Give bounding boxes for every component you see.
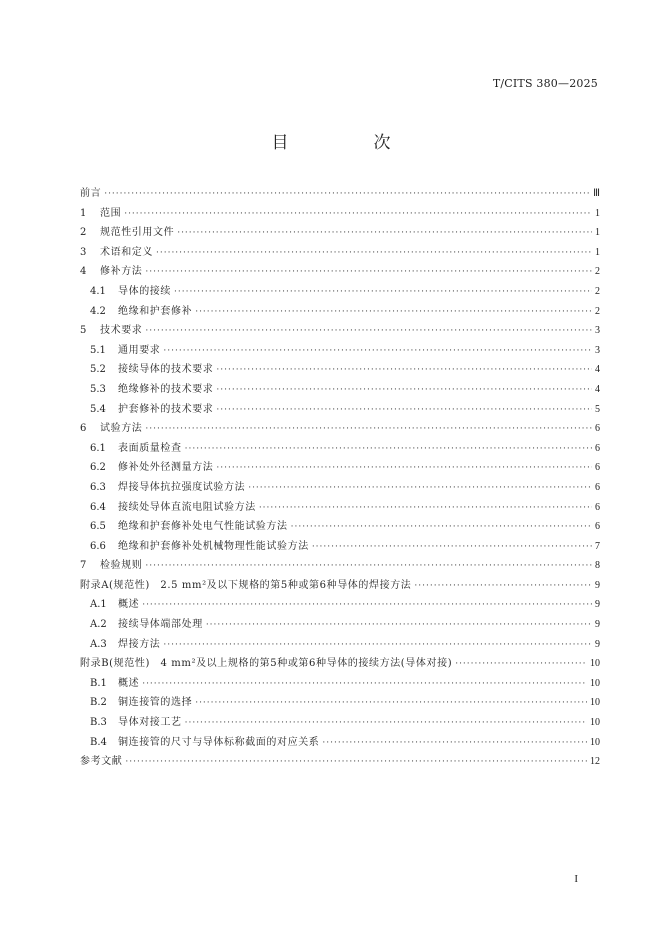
toc-leader-dots — [312, 538, 592, 558]
toc-entry[interactable] — [80, 419, 600, 439]
toc-entry-label: 接续导体的技术要求 — [118, 364, 214, 376]
toc-entry-label: 焊接导体抗拉强度试验方法 — [118, 481, 246, 493]
toc-entry-page: 10 — [590, 697, 600, 709]
toc-entry[interactable] — [80, 204, 600, 224]
toc-entry-label: 导体对接工艺 — [118, 717, 182, 729]
toc-entry-label: 焊接方法 — [118, 638, 161, 650]
toc-entry-page: 9 — [595, 579, 600, 591]
toc-entry-number: 4 — [80, 266, 87, 278]
toc-entry-label: 修补处外径测量方法 — [118, 462, 214, 474]
toc-leader-dots — [248, 479, 592, 499]
toc-leader-dots — [216, 401, 592, 421]
toc-leader-dots — [163, 636, 592, 656]
toc-entry-number: B.1 — [90, 677, 107, 689]
toc-entry-page: 6 — [595, 501, 600, 513]
toc-entry-page: 6 — [595, 462, 600, 474]
toc-entry[interactable] — [80, 243, 600, 263]
toc-leader-dots — [163, 342, 592, 362]
toc-entry[interactable] — [80, 400, 600, 420]
toc-entry-number: 7 — [80, 560, 87, 572]
toc-entry[interactable] — [80, 458, 600, 478]
toc-leader-dots — [156, 244, 592, 264]
toc-entry[interactable] — [80, 615, 600, 635]
toc-entry-number: A.1 — [90, 599, 107, 611]
toc-entry-number: B.3 — [90, 717, 107, 729]
toc-entry-page: 6 — [595, 481, 600, 493]
toc-leader-dots — [206, 616, 592, 636]
toc-entry-label: 概述 — [118, 599, 140, 611]
toc-entry-page: 3 — [595, 344, 600, 356]
toc-entry-label: 表面质量检查 — [118, 442, 182, 454]
toc-entry-page: 10 — [590, 717, 600, 729]
toc-entry-page: 5 — [595, 403, 600, 415]
toc-leader-dots — [142, 675, 587, 695]
toc-leader-dots — [124, 205, 592, 225]
toc-leader-dots — [414, 577, 592, 597]
toc-entry-page: 4 — [595, 383, 600, 395]
toc-entry-label: 接续处导体直流电阻试验方法 — [118, 501, 256, 513]
toc-leader-dots — [177, 224, 592, 244]
toc-entry[interactable] — [80, 713, 600, 733]
toc-entry[interactable] — [80, 341, 600, 361]
toc-entry-label: 技术要求 — [100, 325, 143, 337]
toc-entry[interactable] — [80, 262, 600, 282]
toc-leader-dots — [195, 694, 587, 714]
toc-leader-dots — [145, 420, 592, 440]
toc-leader-dots — [185, 714, 587, 734]
toc-leader-dots — [216, 459, 592, 479]
toc-entry-page: 9 — [595, 638, 600, 650]
toc-leader-dots — [322, 734, 587, 754]
toc-entry[interactable] — [80, 498, 600, 518]
toc-entry-label: 术语和定义 — [100, 246, 153, 258]
toc-entry[interactable] — [80, 184, 600, 204]
toc-entry-number: 5.2 — [90, 364, 106, 376]
toc-entry-page: 2 — [595, 305, 600, 317]
toc-entry-page: 3 — [595, 325, 600, 337]
toc-entry[interactable] — [80, 478, 600, 498]
toc-entry-number: 2 — [80, 227, 87, 239]
toc-entry-label: 规范性引用文件 — [100, 227, 175, 239]
toc-entry-label: 绝缘和护套修补处机械物理性能试验方法 — [118, 540, 309, 552]
toc-entry-number: 4.1 — [90, 285, 106, 297]
toc-entry[interactable] — [80, 537, 600, 557]
page-title: 目 次 — [271, 133, 425, 153]
toc-entry-page: 6 — [595, 442, 600, 454]
toc-entry[interactable] — [80, 635, 600, 655]
toc-entry[interactable] — [80, 595, 600, 615]
toc-entry-label: 铜连接管的尺寸与导体标称截面的对应关系 — [118, 736, 320, 748]
toc-entry-label: 绝缘修补的技术要求 — [118, 383, 214, 395]
toc-entry-page: 9 — [595, 619, 600, 631]
toc-leader-dots — [145, 557, 592, 577]
toc-entry-page: 4 — [595, 364, 600, 376]
toc-entry[interactable] — [80, 517, 600, 537]
toc-entry[interactable] — [80, 282, 600, 302]
document-code: T/CITS 380—2025 — [492, 77, 598, 90]
toc-entry-label: 参考文献 — [80, 756, 123, 768]
toc-entry-number: 6.1 — [90, 442, 106, 454]
toc-entry-page: 9 — [595, 599, 600, 611]
toc-entry-label: 导体的接续 — [118, 285, 171, 297]
toc-entry-page: Ⅲ — [593, 188, 600, 199]
toc-entry-label: 检验规则 — [100, 560, 143, 572]
toc-entry-page: 10 — [590, 677, 600, 689]
toc-entry-page: 10 — [590, 658, 600, 670]
toc-entry-number: 5 — [80, 325, 87, 337]
toc-leader-dots — [259, 499, 592, 519]
toc-entry[interactable] — [80, 321, 600, 341]
toc-entry[interactable] — [80, 733, 600, 753]
toc-entry-page: 7 — [595, 540, 600, 552]
toc-entry-number: 6 — [80, 423, 87, 435]
toc-entry-number: 3 — [80, 246, 87, 258]
toc-entry-number: 6.6 — [90, 540, 106, 552]
toc-entry-page: 10 — [590, 736, 600, 748]
toc-entry-number: A.2 — [90, 619, 107, 631]
toc-entry[interactable] — [80, 223, 600, 243]
toc-leader-dots — [174, 283, 592, 303]
toc-entry[interactable] — [80, 556, 600, 576]
toc-entry-label: 铜连接管的选择 — [118, 697, 193, 709]
toc-entry-label: 绝缘和护套修补 — [118, 305, 193, 317]
toc-leader-dots — [216, 361, 592, 381]
toc-entry-number: 6.5 — [90, 521, 106, 533]
toc-entry-number: 5.1 — [90, 344, 106, 356]
toc-entry-page: 6 — [595, 423, 600, 435]
toc-leader-dots — [216, 381, 592, 401]
toc-entry-label: 概述 — [118, 677, 140, 689]
toc-entry-number: 4.2 — [90, 305, 106, 317]
toc-entry-label: 附录B(规范性) 4 mm²及以上规格的第5种或第6种导体的接续方法(导体对接) — [80, 658, 453, 670]
toc-leader-dots — [145, 263, 592, 283]
toc-entry-label: 修补方法 — [100, 266, 143, 278]
table-of-contents — [80, 184, 600, 772]
toc-entry[interactable] — [80, 439, 600, 459]
toc-entry-number: 1 — [80, 207, 87, 219]
toc-entry[interactable] — [80, 693, 600, 713]
toc-entry[interactable] — [80, 752, 600, 772]
toc-leader-dots — [104, 185, 590, 205]
toc-entry-page: 6 — [595, 521, 600, 533]
toc-leader-dots — [145, 322, 592, 342]
toc-entry-number: A.3 — [90, 638, 107, 650]
toc-entry[interactable] — [80, 654, 600, 674]
toc-leader-dots — [142, 596, 592, 616]
toc-entry[interactable] — [80, 380, 600, 400]
toc-entry[interactable] — [80, 674, 600, 694]
toc-leader-dots — [455, 655, 587, 675]
toc-entry-page: 12 — [590, 756, 600, 768]
toc-entry-label: 护套修补的技术要求 — [118, 403, 214, 415]
toc-entry[interactable] — [80, 302, 600, 322]
toc-entry[interactable] — [80, 360, 600, 380]
toc-entry-page: 2 — [595, 266, 600, 278]
toc-entry-page: 1 — [595, 246, 600, 258]
toc-entry-page: 8 — [595, 560, 600, 572]
toc-entry-label: 接续导体端部处理 — [118, 619, 203, 631]
toc-entry-label: 附录A(规范性) 2.5 mm²及以下规格的第5种或第6种导体的焊接方法 — [80, 579, 412, 591]
toc-entry[interactable] — [80, 576, 600, 596]
toc-entry-label: 试验方法 — [100, 423, 143, 435]
toc-entry-number: 5.4 — [90, 403, 106, 415]
toc-entry-number: 6.2 — [90, 462, 106, 474]
toc-entry-number: B.4 — [90, 736, 107, 748]
toc-entry-number: 6.4 — [90, 501, 106, 513]
toc-entry-label: 前言 — [80, 188, 102, 199]
toc-leader-dots — [185, 440, 592, 460]
toc-entry-page: 1 — [595, 227, 600, 239]
toc-leader-dots — [291, 518, 592, 538]
toc-entry-label: 通用要求 — [118, 344, 161, 356]
page-number: I — [574, 873, 578, 885]
toc-entry-page: 2 — [595, 285, 600, 297]
toc-entry-number: 5.3 — [90, 383, 106, 395]
toc-entry-page: 1 — [595, 207, 600, 219]
toc-entry-number: B.2 — [90, 697, 107, 709]
toc-entry-label: 绝缘和护套修补处电气性能试验方法 — [118, 521, 288, 533]
toc-entry-number: 6.3 — [90, 481, 106, 493]
toc-leader-dots — [125, 753, 587, 773]
toc-leader-dots — [195, 303, 592, 323]
toc-entry-label: 范围 — [100, 207, 122, 219]
